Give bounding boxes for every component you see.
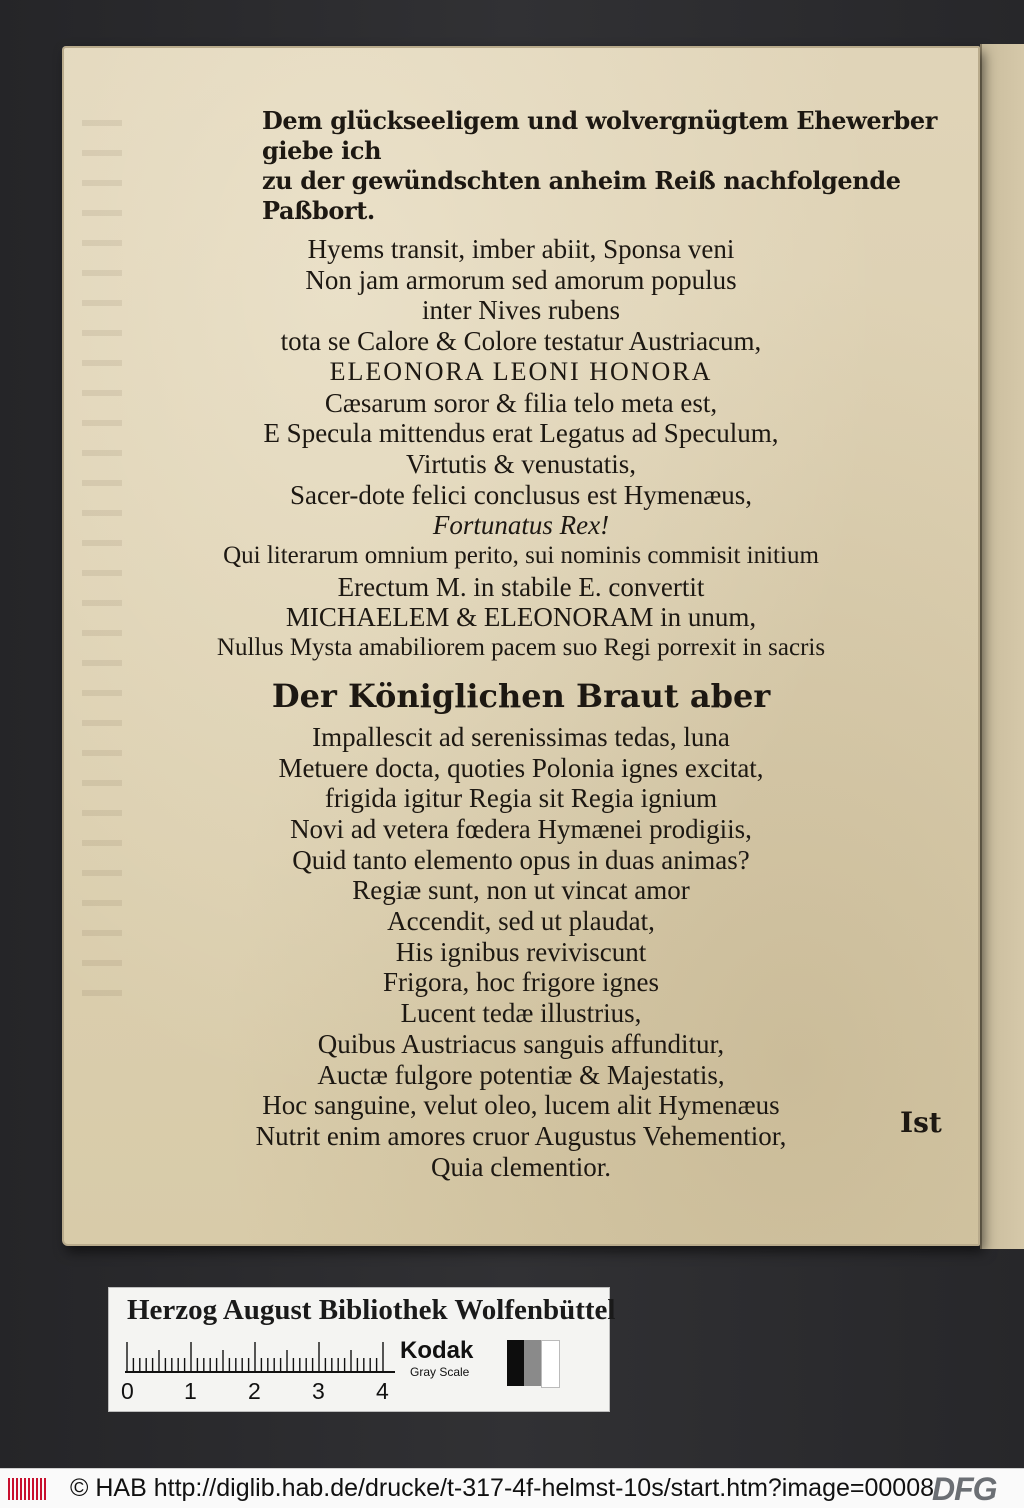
verse-line: Sacer-dote felici conclusus est Hymenæus,	[289, 479, 753, 510]
gray-swatch-mid	[524, 1340, 541, 1386]
verse-line: Qui literarum omnium perito, sui nominis commisit initium	[223, 542, 819, 570]
ruler-number: 2	[248, 1378, 261, 1404]
dfg-logo: DFG	[932, 1471, 997, 1507]
facing-page-edge	[980, 44, 1024, 1249]
ruler-number: 4	[376, 1378, 389, 1404]
verse-line: Cæsarum soror & filia telo meta est,	[324, 387, 718, 418]
verse-line: Quid tanto elemento opus in duas animas?	[292, 844, 750, 875]
verse-line: Hoc sanguine, velut oleo, lucem alit Hymenæus	[262, 1090, 780, 1121]
verse-line: Hyems transit, imber abiit, Sponsa veni	[307, 234, 735, 264]
verse-line: Novi ad vetera fœdera Hymænei prodigiis,	[290, 813, 752, 844]
verse-line: Metuere docta, quoties Polonia ignes excitat,	[278, 752, 764, 783]
heading-line-1: Dem glückseeligem und wolvergnügtem Ehewerber giebe ich	[262, 106, 938, 165]
verse-line: Nutrit enim amores cruor Augustus Vehementior,	[255, 1120, 787, 1151]
ruler-number: 0	[121, 1378, 134, 1404]
verse-block-1	[62, 234, 980, 664]
verse-line: Auctæ fulgore potentiæ & Majestatis,	[317, 1059, 725, 1090]
section-heading: Der Königlichen Braut aber	[271, 676, 771, 715]
verse-line: tota se Calore & Colore testatur Austriacum,	[280, 326, 762, 357]
verse-line: Erectum M. in stabile E. convertit	[337, 571, 705, 602]
verse-line: His ignibus reviviscunt	[395, 936, 647, 967]
verse-line: Nullus Mysta amabiliorem pacem suo Regi porrexit in sacris	[216, 634, 826, 662]
footer-bar	[0, 1468, 1024, 1508]
hab-barcode-icon	[8, 1478, 46, 1500]
gray-swatch-black	[507, 1340, 524, 1386]
ruler-number: 1	[184, 1378, 197, 1404]
library-name: Herzog August Bibliothek Wolfenbüttel	[127, 1294, 616, 1326]
gray-scale-label: Gray Scale	[410, 1365, 470, 1379]
library-scale-card	[108, 1287, 616, 1412]
ruler-number: 3	[312, 1378, 325, 1404]
footer-copyright-url[interactable]: © HAB http://diglib.hab.de/drucke/t-317-4f-helmst-10s/start.htm?image=00008	[70, 1474, 935, 1502]
verse-line: Fortunatus Rex!	[432, 510, 610, 541]
document-text	[62, 106, 980, 1182]
verse-line: Quia clementior.	[431, 1151, 611, 1182]
verse-line: Virtutis & venustatis,	[405, 448, 637, 479]
verse-block-2	[62, 722, 980, 1183]
ruler-numbers	[121, 1378, 401, 1408]
verse-line: Non jam armorum sed amorum populus	[305, 264, 737, 295]
gray-swatch-white	[541, 1340, 560, 1388]
verse-line: inter Nives rubens	[422, 295, 620, 326]
ruler-icon	[125, 1338, 395, 1374]
page-heading	[62, 106, 980, 226]
catchword: Ist	[900, 1106, 942, 1139]
verse-line: Accendit, sed ut plaudat,	[387, 906, 655, 937]
verse-line: Impallescit ad serenissimas tedas, luna	[312, 721, 730, 752]
verse-line: Frigora, hoc frigore ignes	[383, 967, 659, 998]
verse-line: MICHAELEM & ELEONORAM in unum,	[285, 602, 757, 633]
verse-line: Quibus Austriacus sanguis affunditur,	[317, 1028, 725, 1059]
verse-line: Lucent tedæ illustrius,	[400, 998, 642, 1029]
verse-line: ELEONORA LEONI HONORA	[329, 356, 713, 386]
verse-line: E Specula mittendus erat Legatus ad Speculum,	[263, 418, 779, 449]
verse-line: frigida igitur Regia sit Regia ignium	[324, 783, 718, 814]
verse-line: Regiæ sunt, non ut vincat amor	[352, 875, 690, 906]
kodak-logo: Kodak	[400, 1337, 474, 1364]
heading-line-2: zu der gewündschten anheim Reiß nachfolgende Paßbort.	[262, 166, 901, 225]
